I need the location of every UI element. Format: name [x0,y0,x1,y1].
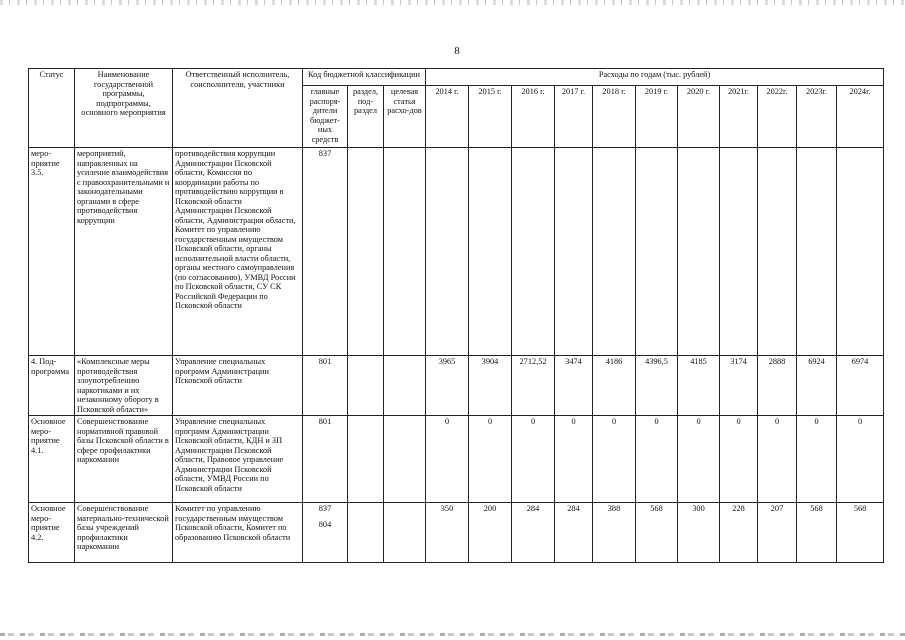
header-executor: Ответственный исполнитель, соисполнители, участники [173,69,303,148]
row-grbs-code: 837 804 [303,503,348,563]
table-header [29,69,884,148]
row-value: 207 [758,503,797,563]
row-status: Основное меро-приятие 4.2. [29,503,75,563]
row-value [469,148,512,356]
row-value: 0 [837,416,884,503]
row-value [720,148,758,356]
row-value: 0 [469,416,512,503]
row-value: 6924 [797,356,837,416]
row-value: 0 [555,416,593,503]
row-value: 2712,52 [512,356,555,416]
row-section [348,356,384,416]
row-section [348,416,384,503]
row-value: 3965 [426,356,469,416]
row-article [384,503,426,563]
row-value: 3174 [720,356,758,416]
table-row [29,416,884,503]
row-article [384,416,426,503]
row-value: 568 [797,503,837,563]
row-value: 300 [678,503,720,563]
row-value [758,148,797,356]
row-value: 4186 [593,356,636,416]
row-value: 0 [797,416,837,503]
row-name: «Комплексные меры противодействия злоупотреблению наркотиками и их незаконному обороту в Псковской области» [75,356,173,416]
budget-table [28,68,884,563]
row-value: 0 [758,416,797,503]
header-grbs: главные распоря-дители бюджет-ных средств [303,86,348,148]
header-year: 2016 г. [512,86,555,148]
row-value: 3904 [469,356,512,416]
header-budget-code: Код бюджетной классификации [303,69,426,86]
row-value: 3474 [555,356,593,416]
row-value: 0 [426,416,469,503]
row-value [512,148,555,356]
table-row [29,356,884,416]
header-section: раздел, под-раздел [348,86,384,148]
scan-edge-top [0,0,905,5]
row-value: 0 [512,416,555,503]
row-value [797,148,837,356]
row-value: 0 [720,416,758,503]
row-executor: Управление специальных программ Администрации Псковской области [173,356,303,416]
row-value: 200 [469,503,512,563]
row-status: 4. Под-программа [29,356,75,416]
row-value: 228 [720,503,758,563]
row-value: 388 [593,503,636,563]
row-executor: противодействия коррупции Администрации Псковской области, Комиссия по координации работы по противодействию коррупции в Псковской области Администрации Псковской области, Администрация области, Комитет по управлению государственным имуществом Псковской области, органы исполнительной власти области, органы местного самоуправления (по согласованию), УМВД России по Псковской области, СУ СК Российской Федерации по Псковской области [173,148,303,356]
header-expenses: Расходы по годам (тыс. рублей) [426,69,884,86]
row-executor: Управление специальных программ Администрации Псковской области, КДН и ЗП Администрации Псковской области, Правовое управление Администрации Псковской области, УМВД России по Псковской области [173,416,303,503]
header-name: Наименование государственной программы, подпрограммы, основного мероприятия [75,69,173,148]
row-value: 6974 [837,356,884,416]
row-article [384,356,426,416]
row-name: Совершенствование нормативной правовой базы Псковской области в сфере профилактики наркомании [75,416,173,503]
row-article [384,148,426,356]
row-section [348,148,384,356]
row-value: 0 [636,416,678,503]
row-executor: Комитет по управлению государственным имуществом Псковской области, Комитет по образованию Псковской области [173,503,303,563]
row-name: мероприятий, направленных на усиление взаимодействия с правоохранительными и законодательными органами в сфере противодействия коррупции [75,148,173,356]
row-value: 284 [555,503,593,563]
row-value: 350 [426,503,469,563]
row-value: 0 [678,416,720,503]
row-name: Совершенствование материально-технической базы учреждений профилактики наркомании [75,503,173,563]
header-year: 2017 г. [555,86,593,148]
row-value [636,148,678,356]
header-year: 2020 г. [678,86,720,148]
row-value: 284 [512,503,555,563]
header-year: 2021г. [720,86,758,148]
row-value: 0 [593,416,636,503]
row-value: 4396,5 [636,356,678,416]
header-status: Статус [29,69,75,148]
header-year: 2023г. [797,86,837,148]
row-value [678,148,720,356]
row-value: 568 [837,503,884,563]
row-grbs-code: 801 [303,416,348,503]
row-value [555,148,593,356]
row-value: 568 [636,503,678,563]
table-row [29,148,884,356]
row-section [348,503,384,563]
page-number: 8 [454,45,460,57]
row-grbs-code: 801 [303,356,348,416]
row-value [593,148,636,356]
row-grbs-code: 837 [303,148,348,356]
header-year: 2018 г. [593,86,636,148]
header-year: 2024г. [837,86,884,148]
row-value: 4185 [678,356,720,416]
row-value [426,148,469,356]
row-status: меро-приятие 3.5. [29,148,75,356]
table-row [29,503,884,563]
header-year: 2014 г. [426,86,469,148]
row-status: Основное меро-приятие 4.1. [29,416,75,503]
header-year: 2022г. [758,86,797,148]
scan-edge-bottom [0,633,905,636]
header-year: 2019 г. [636,86,678,148]
header-year: 2015 г. [469,86,512,148]
row-value: 2888 [758,356,797,416]
header-article: целевая статья расхо-дов [384,86,426,148]
row-value [837,148,884,356]
